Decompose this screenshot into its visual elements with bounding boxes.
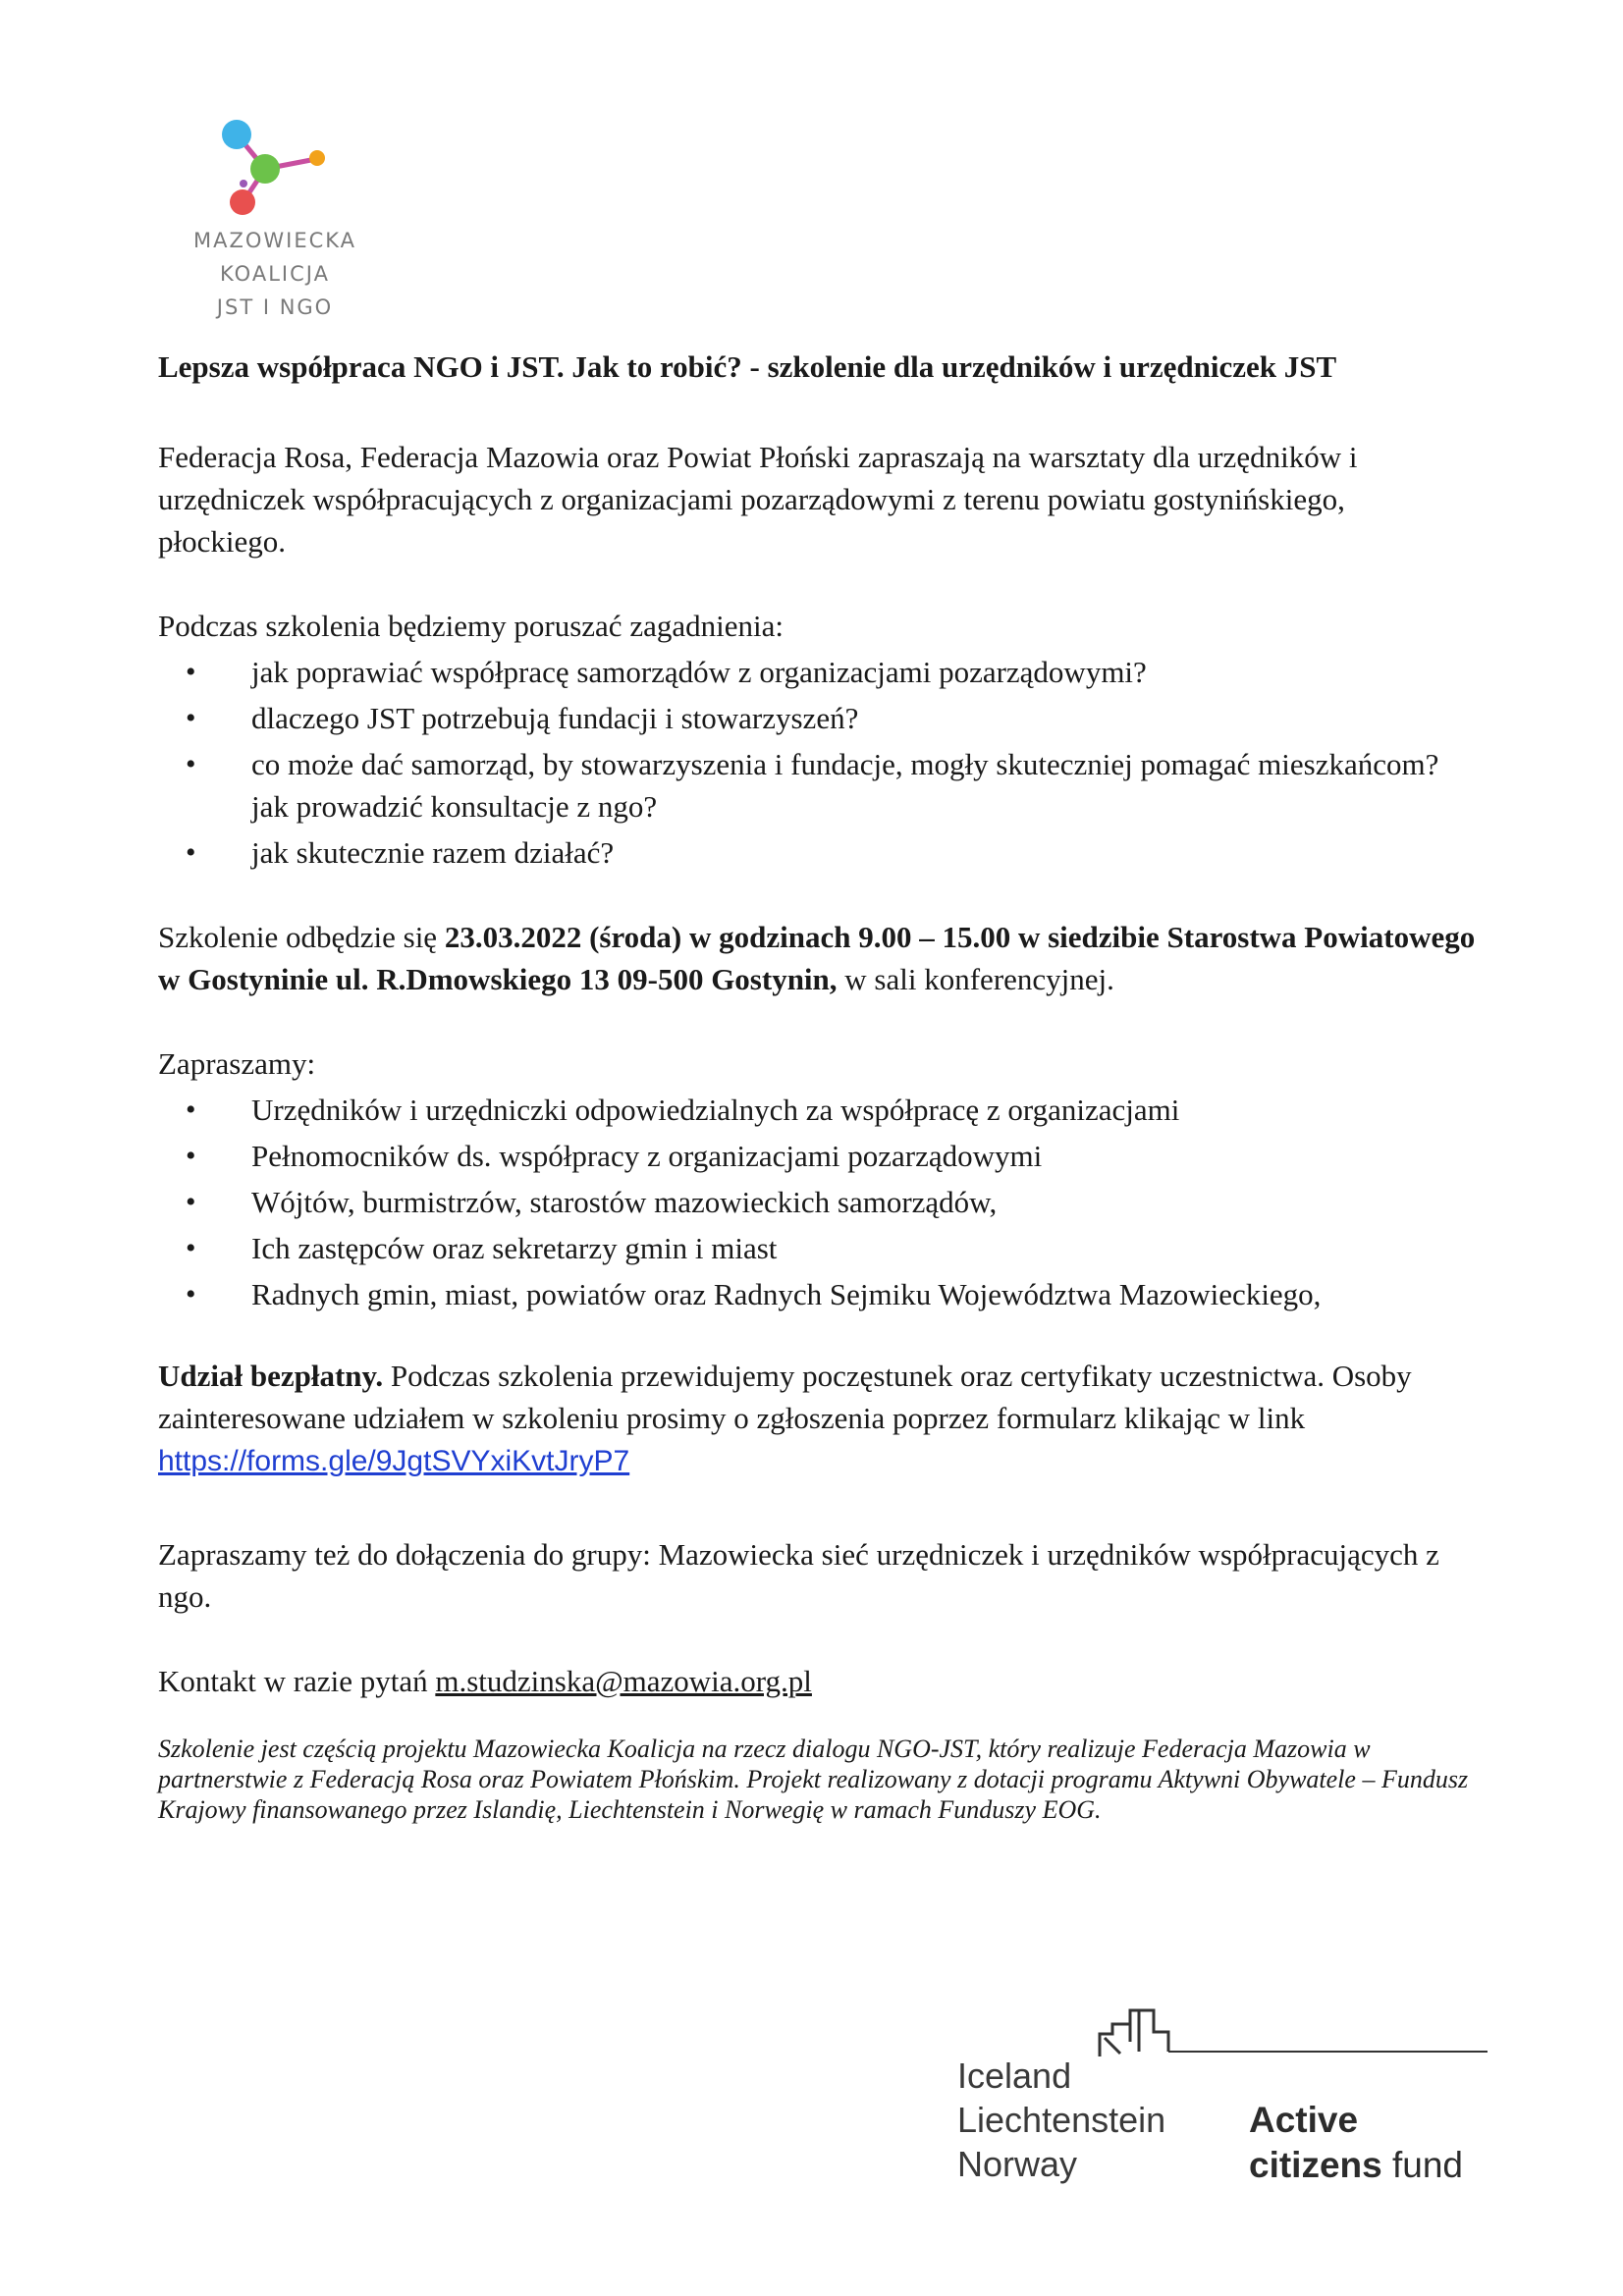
donor-countries xyxy=(957,2054,1165,2186)
group-invite-paragraph: Zapraszamy też do dołączenia do grupy: Mazowiecka sieć urzędniczek i urzędników współpracujących z ngo. xyxy=(158,1537,1439,1614)
country-name: Iceland xyxy=(957,2056,1072,2096)
logo-line: MAZOWIECKA xyxy=(192,229,357,252)
program-line-2 xyxy=(1249,2143,1463,2188)
bullet-icon: • xyxy=(186,748,196,780)
list-item-text: Pełnomocników ds. współpracy z organizacjami pozarządowymi xyxy=(251,1139,1043,1173)
invite-list xyxy=(158,1089,1479,1315)
node-right xyxy=(309,150,325,166)
program-word-fund: fund xyxy=(1381,2145,1464,2185)
free-participation-label: Udział bezpłatny. xyxy=(158,1359,384,1393)
list-item xyxy=(158,651,1479,693)
logo-wordmark xyxy=(172,224,378,324)
list-item xyxy=(158,1273,1479,1315)
active-citizens-fund-logo xyxy=(957,2002,1488,2185)
bullet-icon: • xyxy=(186,1232,196,1264)
program-word-citizens: citizens xyxy=(1249,2145,1382,2185)
document-body xyxy=(158,347,1479,1825)
country-name: Liechtenstein xyxy=(957,2100,1166,2140)
logo-line: JST I NGO xyxy=(216,295,334,319)
topics-lead: Podczas szkolenia będziemy poruszać zagadnienia: xyxy=(158,609,784,643)
list-item-text: Wójtów, burmistrzów, starostów mazowieckich samorządów, xyxy=(251,1185,998,1219)
list-item xyxy=(158,697,1479,739)
molecule-logo-icon xyxy=(172,108,368,226)
list-item-text: Urzędników i urzędniczki odpowiedzialnych za współpracę z organizacjami xyxy=(251,1093,1180,1127)
list-item-text: co może dać samorząd, by stowarzyszenia i fundacje, mogły skuteczniej pomagać mieszkańcom? jak prowadzić konsultacje z ngo? xyxy=(251,747,1439,824)
country-name: Norway xyxy=(957,2144,1078,2184)
bullet-icon: • xyxy=(186,1278,196,1310)
list-item-text: dlaczego JST potrzebują fundacji i stowarzyszeń? xyxy=(251,701,859,735)
bullet-icon: • xyxy=(186,1186,196,1218)
registration-form-link[interactable]: https://forms.gle/9JgtSVYxiKvtJryP7 xyxy=(158,1445,630,1477)
node-small xyxy=(240,180,247,187)
node-middle xyxy=(250,154,280,184)
list-item xyxy=(158,1227,1479,1269)
event-suffix: w sali konferencyjnej. xyxy=(837,962,1114,996)
list-item xyxy=(158,1181,1479,1223)
list-item xyxy=(158,1135,1479,1177)
list-item xyxy=(158,743,1479,828)
program-name xyxy=(1249,2098,1463,2188)
bullet-icon: • xyxy=(186,836,196,869)
list-item xyxy=(158,831,1479,874)
node-bottom xyxy=(230,189,255,215)
invite-lead: Zapraszamy: xyxy=(158,1046,316,1081)
skyline-icon xyxy=(957,2002,1488,2061)
contact-paragraph xyxy=(158,1660,1479,1702)
topics-list xyxy=(158,651,1479,874)
list-item xyxy=(158,1089,1479,1131)
event-paragraph xyxy=(158,916,1479,1000)
participation-text: Podczas szkolenia przewidujemy poczęstunek oraz certyfikaty uczestnictwa. Osoby zainteresowane udziałem w szkoleniu prosimy o zgłoszenia poprzez formularz klikając w link xyxy=(158,1359,1412,1435)
event-details: 23.03.2022 (środa) w godzinach 9.00 – 15.00 w siedzibie Starostwa Powiatowego w Gostyninie ul. R.Dmowskiego 13 09-500 Gostynin, xyxy=(158,920,1476,996)
bullet-icon: • xyxy=(186,1140,196,1172)
bullet-icon: • xyxy=(186,702,196,734)
program-line-1: Active xyxy=(1249,2100,1359,2140)
document-title: Lepsza współpraca NGO i JST. Jak to robić? - szkolenie dla urzędników i urzędniczek JST xyxy=(158,349,1337,384)
list-item-text: Radnych gmin, miast, powiatów oraz Radnych Sejmiku Województwa Mazowieckiego, xyxy=(251,1277,1322,1311)
list-item-text: Ich zastępców oraz sekretarzy gmin i miast xyxy=(251,1231,778,1265)
intro-paragraph: Federacja Rosa, Federacja Mazowia oraz Powiat Płoński zapraszają na warsztaty dla urzędników i urzędniczek współpracujących z organizacjami pozarządowymi z terenu powiatu gostynińskiego, płockiego. xyxy=(158,440,1358,559)
list-item-text: jak poprawiać współpracę samorządów z organizacjami pozarządowymi? xyxy=(251,655,1147,689)
project-footnote: Szkolenie jest częścią projektu Mazowiecka Koalicja na rzecz dialogu NGO-JST, który realizuje Federacja Mazowia w partnerstwie z Federacją Rosa oraz Powiatem Płońskim. Projekt realizowany z dotacji programu Aktywni Obywatele – Fundusz Krajowy finansowanego przez Islandię, Liechtenstein i Norwegię w ramach Funduszy EOG. xyxy=(158,1735,1469,1824)
node-top xyxy=(222,120,251,149)
list-item-text: jak skutecznie razem działać? xyxy=(251,835,615,870)
participation-paragraph xyxy=(158,1355,1479,1482)
contact-prefix: Kontakt w razie pytań xyxy=(158,1664,436,1698)
logo-line: KOALICJA xyxy=(220,262,330,286)
bullet-icon: • xyxy=(186,656,196,688)
event-prefix: Szkolenie odbędzie się xyxy=(158,920,445,954)
bullet-icon: • xyxy=(186,1094,196,1126)
coalition-logo xyxy=(172,108,388,334)
contact-email-link[interactable]: m.studzinska@mazowia.org.pl xyxy=(435,1664,812,1698)
